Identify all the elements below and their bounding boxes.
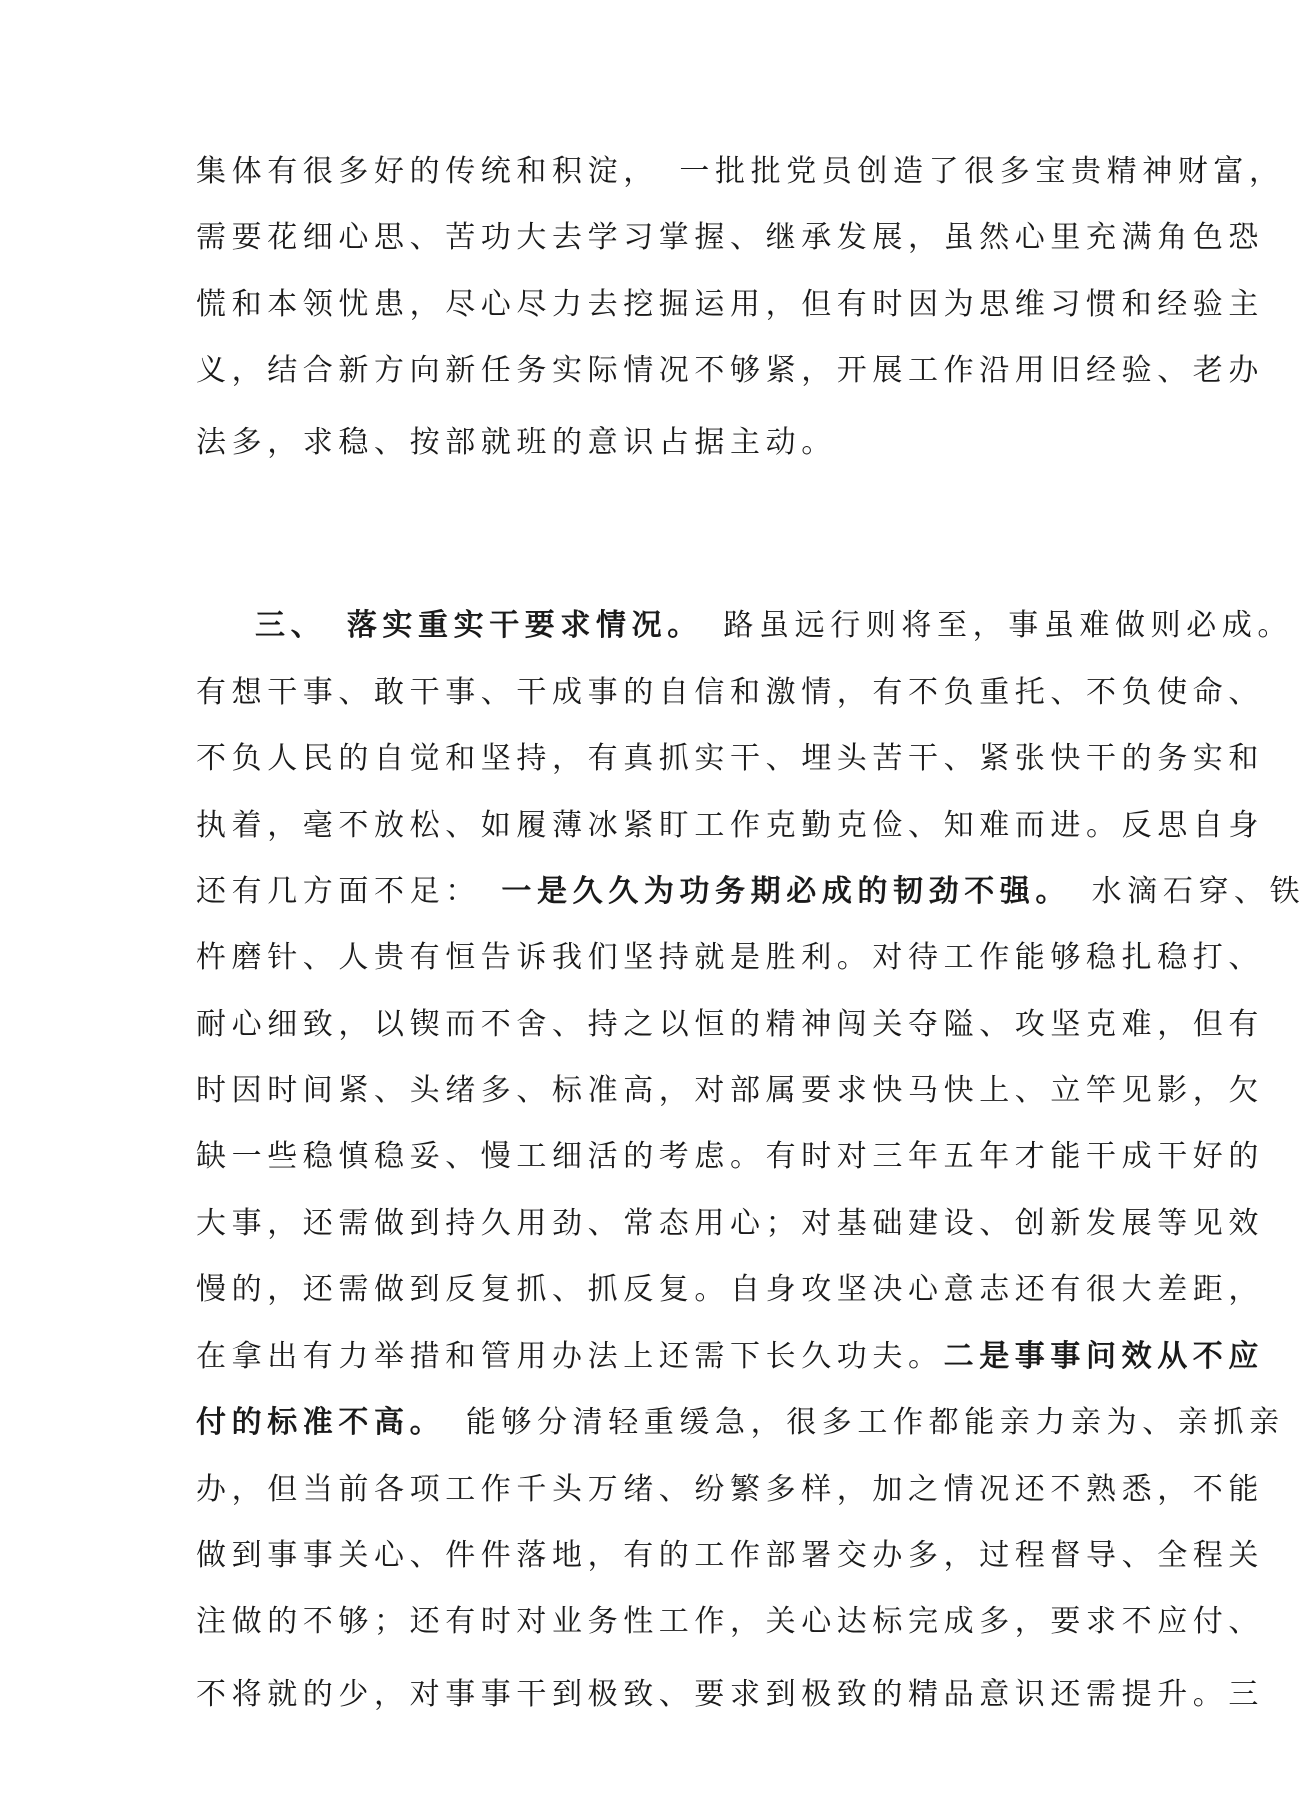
paragraph-line: 缺一些稳慎稳妥、慢工细活的考虑。有时对三年五年才能干成干好的 [196,1139,1264,1174]
section-title: 落实重实干要求情况。 [346,608,688,643]
paragraph-line: 法多，求稳、按部就班的意识占据主动。 [196,425,837,460]
paragraph-line: 耐心细致，以锲而不舍、持之以恒的精神闯关夺隘、攻坚克难，但有 [196,1007,1264,1042]
paragraph-line [196,872,1305,912]
section-number: 三、 [255,608,312,643]
line-text: 能够分清轻重缓急，很多工作都能亲力亲为、亲抓亲 [465,1405,1285,1440]
paragraph-line: 不负人民的自觉和坚持，有真抓实干、埋头苦干、紧张快干的务实和 [196,741,1264,776]
paragraph-line: 办，但当前各项工作千头万绪、纷繁多样，加之情况还不熟悉，不能 [196,1472,1264,1507]
paragraph-line [196,1403,1285,1443]
paragraph-line: 义，结合新方向新任务实际情况不够紧，开展工作沿用旧经验、老办 [196,353,1264,388]
paragraph-line: 时因时间紧、头绪多、标准高，对部属要求快马快上、立竿见影，欠 [196,1073,1264,1108]
paragraph-line: 执着，毫不放松、如履薄冰紧盯工作克勤克俭、知难而进。反思自身 [196,808,1264,843]
paragraph-line: 不将就的少，对事事干到极致、要求到极致的精品意识还需提升。三 [196,1677,1264,1712]
paragraph-line: 慌和本领忧患，尽心尽力去挖掘运用，但有时因为思维习惯和经验主 [196,287,1264,322]
paragraph-line: 有想干事、敢干事、干成事的自信和激情，有不负重托、不负使命、 [196,675,1264,710]
line-text: 水滴石穿、铁 [1091,874,1305,909]
subpoint-heading-2-cont: 付的标准不高。 [196,1405,431,1440]
paragraph-line: 集体有很多好的传统和积淀， 一批批党员创造了很多宝贵精神财富， [196,154,1285,189]
section-heading-line [255,606,1294,646]
line-text: 还有几方面不足： [196,874,466,909]
paragraph-line: 慢的，还需做到反复抓、抓反复。自身攻坚决心意志还有很大差距， [196,1272,1264,1307]
subpoint-heading-1: 一是久久为功务期必成的韧劲不强。 [501,874,1057,909]
paragraph-line: 做到事事关心、件件落地，有的工作部署交办多，过程督导、全程关 [196,1538,1264,1573]
paragraph-line: 大事，还需做到持久用劲、常态用心；对基础建设、创新发展等见效 [196,1206,1264,1241]
paragraph-line: 注做的不够；还有时对业务性工作，关心达标完成多，要求不应付、 [196,1604,1264,1639]
section-intro: 路虽远行则将至，事虽难做则必成。 [723,608,1294,643]
paragraph-line: 需要花细心思、苦功大去学习掌握、继承发展，虽然心里充满角色恐 [196,220,1264,255]
paragraph-line [196,1337,1265,1377]
paragraph-line: 杵磨针、人贵有恒告诉我们坚持就是胜利。对待工作能够稳扎稳打、 [196,940,1264,975]
subpoint-heading-2: 二是事事问效从不应 [943,1339,1265,1374]
line-text: 在拿出有力举措和管用办法上还需下长久功夫。 [196,1339,944,1374]
